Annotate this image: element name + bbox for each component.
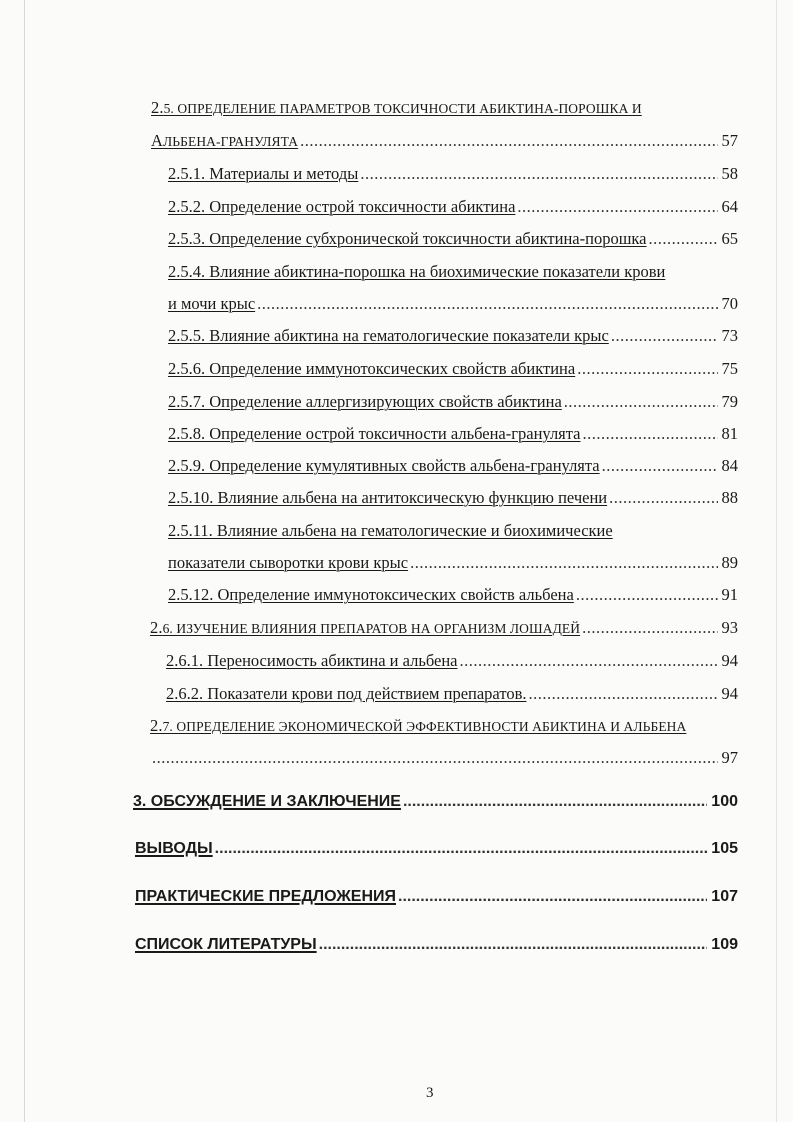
toc-entry-title: 2.7. ОПРЕДЕЛЕНИЕ ЭКОНОМИЧЕСКОЙ ЭФФЕКТИВНОСТИ АБИКТИНА И АЛЬБЕНА bbox=[150, 716, 687, 735]
toc-entry-title: СПИСОК ЛИТЕРАТУРЫ bbox=[135, 936, 317, 953]
toc-page-number: 75 bbox=[721, 359, 738, 378]
dot-leader bbox=[460, 651, 718, 671]
toc-page-number: 84 bbox=[721, 456, 738, 475]
dot-leader bbox=[398, 887, 707, 907]
toc-entry-title: 2.5.2. Определение острой токсичности абиктина bbox=[168, 197, 516, 216]
toc-entry-title: показатели сыворотки крови крыс bbox=[168, 553, 409, 572]
toc-entry-2-5-line1[interactable] bbox=[151, 98, 736, 119]
toc-entry-title: ВЫВОДЫ bbox=[135, 840, 213, 857]
toc-entry-2-7-line1[interactable] bbox=[150, 716, 738, 737]
toc-entry-2-5-10[interactable] bbox=[168, 488, 738, 508]
toc-entry-title: 2.5.7. Определение аллергизирующих свойств абиктина bbox=[168, 392, 562, 411]
dot-leader bbox=[410, 553, 717, 573]
dot-leader bbox=[360, 164, 717, 184]
toc-entry-conclusions[interactable] bbox=[135, 839, 738, 859]
toc-entry-title: 2.6.1. Переносимость абиктина и альбена bbox=[166, 651, 458, 670]
toc-entry-2-5-5[interactable] bbox=[168, 326, 738, 346]
toc-entry-2-6-2[interactable] bbox=[166, 684, 738, 704]
toc-page-number: 94 bbox=[721, 684, 738, 703]
toc-entry-2-5-6[interactable] bbox=[168, 359, 738, 379]
toc-entry-2-5-4-line2[interactable] bbox=[168, 294, 738, 314]
toc-entry-title: 2.5.4. Влияние абиктина-порошка на биохимические показатели крови bbox=[168, 262, 666, 281]
toc-page-number: 97 bbox=[721, 748, 738, 767]
toc-entry-2-5-3[interactable] bbox=[168, 229, 738, 249]
toc-entry-title: 3. ОБСУЖДЕНИЕ И ЗАКЛЮЧЕНИЕ bbox=[133, 793, 401, 810]
toc-page-number: 64 bbox=[721, 197, 738, 216]
toc-entry-title: 2.5.1. Материалы и методы bbox=[168, 164, 359, 183]
dot-leader bbox=[583, 424, 718, 444]
toc-page-number: 79 bbox=[721, 392, 738, 411]
toc-entry-title: 2.5.6. Определение иммунотоксических свойств абиктина bbox=[168, 359, 576, 378]
toc-entry-title: и мочи крыс bbox=[168, 294, 256, 313]
toc-page-number: 105 bbox=[711, 840, 738, 857]
toc-entry-title: 2.5.5. Влияние абиктина на гематологические показатели крыс bbox=[168, 326, 609, 345]
toc-entry-title: 2.5. ОПРЕДЕЛЕНИЕ ПАРАМЕТРОВ ТОКСИЧНОСТИ АБИКТИНА-ПОРОШКА И bbox=[151, 98, 642, 117]
page-number: 3 bbox=[426, 1085, 434, 1101]
toc-entry-title: 2.5.12. Определение иммунотоксических свойств альбена bbox=[168, 585, 574, 604]
toc-page-number: 70 bbox=[721, 294, 738, 313]
toc-entry-references[interactable] bbox=[135, 935, 738, 955]
toc-page-number: 65 bbox=[721, 229, 738, 248]
toc-entry-title: 2.6.2. Показатели крови под действием препаратов. bbox=[166, 684, 527, 703]
dot-leader bbox=[152, 748, 718, 768]
dot-leader bbox=[300, 131, 717, 151]
toc-entry-2-6-1[interactable] bbox=[166, 651, 738, 671]
toc-entry-title: АЛЬБЕНА-ГРАНУЛЯТА bbox=[151, 131, 299, 150]
toc-page-number: 58 bbox=[721, 164, 738, 183]
toc-entry-chapter-3[interactable] bbox=[133, 792, 738, 812]
toc-page-number: 93 bbox=[721, 618, 738, 637]
toc-entry-2-5-9[interactable] bbox=[168, 456, 738, 476]
toc-page-number: 73 bbox=[721, 326, 738, 345]
toc-entry-title: 2.5.10. Влияние альбена на антитоксическую функцию печени bbox=[168, 488, 608, 507]
toc-entry-2-5-11-line2[interactable] bbox=[168, 553, 738, 573]
toc-entry-2-5-12[interactable] bbox=[168, 585, 738, 605]
dot-leader bbox=[517, 197, 717, 217]
toc-page-number: 107 bbox=[711, 888, 738, 905]
toc-page-number: 89 bbox=[721, 553, 738, 572]
toc-page-number: 91 bbox=[721, 585, 738, 604]
dot-leader bbox=[564, 392, 718, 412]
dot-leader bbox=[602, 456, 718, 476]
toc-entry-title: 2.5.3. Определение субхронической токсичности абиктина-порошка bbox=[168, 229, 647, 248]
toc-entry-2-5-1[interactable] bbox=[168, 164, 738, 184]
toc-entry-title: 2.5.9. Определение кумулятивных свойств альбена-гранулята bbox=[168, 456, 600, 475]
toc-entry-title: 2.5.11. Влияние альбена на гематологические и биохимические bbox=[168, 521, 613, 540]
dot-leader bbox=[319, 935, 708, 955]
toc-entry-2-7-line2[interactable] bbox=[152, 748, 738, 768]
toc-page-number: 109 bbox=[711, 936, 738, 953]
dot-leader bbox=[648, 229, 717, 249]
toc-entry-2-5-4-line1[interactable] bbox=[168, 262, 738, 282]
toc-page-number: 88 bbox=[721, 488, 738, 507]
toc-entry-title: ПРАКТИЧЕСКИЕ ПРЕДЛОЖЕНИЯ bbox=[135, 888, 396, 905]
toc-entry-title: 2.5.8. Определение острой токсичности альбена-гранулята bbox=[168, 424, 581, 443]
dot-leader bbox=[403, 792, 707, 812]
dot-leader bbox=[611, 326, 718, 346]
toc-page-number: 81 bbox=[721, 424, 738, 443]
dot-leader bbox=[582, 618, 717, 638]
toc-entry-practical-proposals[interactable] bbox=[135, 887, 738, 907]
toc-page-number: 100 bbox=[711, 793, 738, 810]
dot-leader bbox=[609, 488, 717, 508]
toc-entry-title: 2.6. ИЗУЧЕНИЕ ВЛИЯНИЯ ПРЕПАРАТОВ НА ОРГАНИЗМ ЛОШАДЕЙ bbox=[150, 618, 581, 637]
toc-entry-2-5-11-line1[interactable] bbox=[168, 521, 738, 541]
dot-leader bbox=[529, 684, 718, 704]
toc-entry-2-5-8[interactable] bbox=[168, 424, 738, 444]
toc-entry-2-5-line2[interactable] bbox=[151, 131, 738, 152]
toc-entry-2-5-2[interactable] bbox=[168, 197, 738, 217]
dot-leader bbox=[257, 294, 717, 314]
dot-leader bbox=[576, 585, 718, 605]
toc-entry-2-5-7[interactable] bbox=[168, 392, 738, 412]
dot-leader bbox=[215, 839, 708, 859]
toc-entry-2-6[interactable] bbox=[150, 618, 738, 639]
dot-leader bbox=[577, 359, 717, 379]
toc-page-number: 94 bbox=[721, 651, 738, 670]
toc-page-number: 57 bbox=[721, 131, 738, 150]
